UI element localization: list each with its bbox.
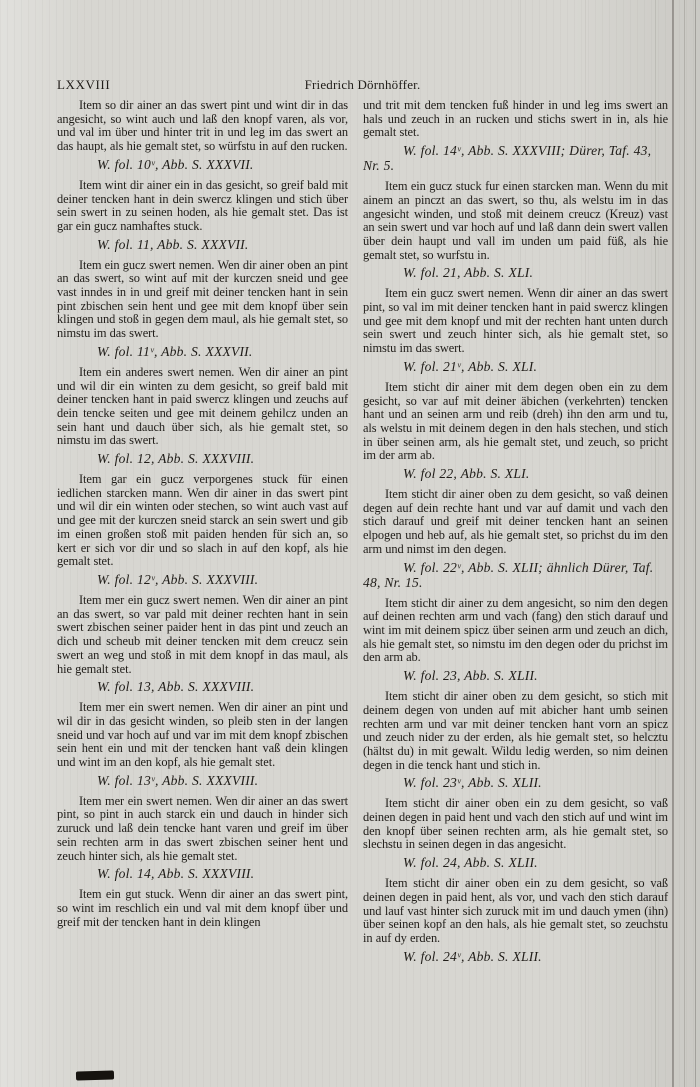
- ink-smudge: [76, 1071, 114, 1081]
- paragraph-text: Item sticht dir ainer mit dem degen oben ein zu dem gesicht, so var auf mit deiner äbichen (verkehrten) tencken hant und an seinen arm und reib (dreh) ihn den arm und tu, als welstu in mit deinem degen in den hals stechen, und stich in über seinen arm, als hie gemalt stet, und zeuch, so pricht im der arm ab.: [363, 379, 668, 463]
- citation: W. fol. 14, Abb. S. XXXVIII.: [97, 866, 255, 882]
- paragraph-text: Item ein gucz swert nemen. Wenn dir ainer an das swert pint, so val im mit deiner tencken hant in paid swercz klingen und gee mit dem knopf und mit der rechten hant unten durch sein swert und zeuch hinter sich, als hie gemalt stet, so nimstu im das swert.: [363, 286, 668, 356]
- paragraph-block: [57, 795, 348, 882]
- citation: W. fol. 12, Abb. S. XXXVIII.: [97, 451, 255, 467]
- paragraph-block: [57, 99, 348, 172]
- paragraph-text: Item mer ein swert nemen. Wen dir ainer an das swert pint, so pint in auch starck ein und dauch in hinder sich zuruck und laß dein tencke hant varen und greif im über sein rechten arm in das swert zbischen seiner hent und zeuch hinter sich, als hie gemalt stet.: [57, 793, 348, 863]
- paragraph-text: Item mer ein gucz swert nemen. Wen dir ainer an pint an das swert, so var pald mit deiner rechten hant in sein swert zbischen seiner paider hent in das pint und zeuch an dich und scheub mit deiner tencken mit dem creucz sein swert an weg und stoß in mit dem knopf in das maul, als hie gemalt stet.: [57, 592, 348, 676]
- paragraph-text: Item wint dir ainer ein in das gesicht, so greif bald mit deiner tencken hant in dein swercz klingen und stich über sein swert in zu seinen hoden, als hie gemalt stet. Das ist gar ein gucz namhaftes stuck.: [57, 177, 348, 233]
- citation: W. fol. 11, Abb. S. XXXVII.: [97, 236, 249, 252]
- text-column-left: [57, 99, 348, 929]
- paragraph-text: und trit mit dem tencken fuß hinder in und leg ims swert an hals und zeuch in an rucken und stichs swert in in, als hie gemalt stet.: [363, 98, 668, 140]
- paragraph-block: [363, 180, 668, 280]
- paragraph-block: [363, 99, 668, 173]
- citation: W. fol. 13ᵛ, Abb. S. XXXVIII.: [97, 772, 259, 788]
- citation: W. fol. 13, Abb. S. XXXVIII.: [97, 679, 255, 695]
- paragraph-text: Item ein gucz stuck fur einen starcken man. Wenn du mit ainem an pinczt an das swert, so thu, als welstu im in das angesicht winden, und stoß mit deinem creucz (Kreuz) vast an sein swert und var hoch auf und laß dann dein swert vallen über dein haupt und vall im unden um paid füß, als hie gemalt stet, so wurfstu in.: [363, 179, 668, 262]
- paragraph-text: Item so dir ainer an das swert pint und wint dir in das angesicht, so wint auch und laß den knopf varen, als vor, und val im über und hinter trit in und leg im das swert an das haupt, als hie gemalt stet, so würfstu in auf den rucken.: [57, 98, 348, 154]
- paragraph-block: [57, 701, 348, 788]
- text-column-right: [363, 99, 668, 971]
- scan-artifact-line: [520, 0, 521, 1087]
- paragraph-text: Item ein gut stuck. Wenn dir ainer an das swert pint, so wint im reschlich ein und val mit dem knopf über und greif mit der tencken hant in dein klingen: [57, 887, 348, 929]
- scan-artifact-line: [585, 0, 586, 1087]
- paragraph-text: Item sticht dir ainer oben ein zu dem gesicht, so vaß deinen degen in paid hent, als vor, und vach den stich darauf und lauf vast hinter sich zuruck mit im und dauch ymen (ihn) über seinen kopf an den hals, als hie gemalt stet, so zeuchstu in auf dy erden.: [363, 876, 668, 945]
- page-number: LXXVIII: [57, 77, 111, 92]
- paragraph-block: [363, 597, 668, 684]
- scan-artifact-line: [695, 0, 696, 1087]
- paragraph-text: Item ein anderes swert nemen. Wen dir ainer an pint und wil dir ein winten zu dem gesicht, so greif bald mit deiner tencken hant in paid swercz klingen und zeuchs auf dein tencke seiten und gee mit deinem gehilcz unden an sein hant und dauch über sich, als hie gemalt stet, so nimstu im das swert.: [57, 364, 348, 448]
- citation: W. fol. 21ᵛ, Abb. S. XLI.: [403, 358, 538, 374]
- citation: W. fol 22, Abb. S. XLI.: [403, 466, 530, 482]
- citation: W. fol. 23, Abb. S. XLII.: [403, 668, 538, 684]
- paragraph-block: [363, 690, 668, 790]
- running-title: Friedrich Dörnhöffer.: [304, 77, 421, 92]
- paragraph-text: Item sticht dir ainer oben zu dem gesicht, so vaß deinen degen auf dein rechte hant und var auf damit und vach den stich darauf und greif mit deiner tencken hant an seinen elpogen und heb auf, als hie gemalt stet, so prichst du im den arm und nimst im den degen.: [363, 487, 668, 556]
- paragraph-block: [57, 259, 348, 359]
- paragraph-block: [363, 797, 668, 870]
- citation: W. fol. 24ᵛ, Abb. S. XLII.: [403, 948, 542, 964]
- citation: W. fol. 24, Abb. S. XLII.: [403, 855, 538, 871]
- citation: W. fol. 12ᵛ, Abb. S. XXXVIII.: [97, 571, 259, 587]
- scan-artifact-line: [684, 0, 685, 1087]
- paragraph-text: Item sticht dir ainer zu dem angesicht, so nim den degen auf deinen rechten arm und vach (fang) den stich darauf und wint im mit deinem spicz über seinen arm und zeuch an dich, als hie gemalt stet, so nimstu im den degen oder du prichst im den arm ab.: [363, 595, 668, 665]
- citation: W. fol. 10ᵛ, Abb. S. XXXVII.: [97, 156, 254, 172]
- paragraph-text: Item ein gucz swert nemen. Wen dir ainer oben an pint an das swert, so wint auf mit der kurczen sneid und gee vast inndes in in und greif mit deiner tencken hant in sein pint zbischen sein hent und gee mit dem knopf über sein klingen und stoß in gegen dem maul, als hie gemalt stet, so nimstu im das swert.: [57, 257, 348, 341]
- scan-artifact-line: [672, 0, 674, 1087]
- paragraph-block: [363, 287, 668, 374]
- paragraph-block: [57, 179, 348, 252]
- citation: W. fol. 14ᵛ, Abb. S. XXXVIII; Dürer, Taf. 43, Nr. 5.: [363, 143, 652, 174]
- paragraph-text: Item gar ein gucz verporgenes stuck für einen iedlichen starcken mann. Wen dir ainer in das swert pint und wil dir ein winten oder stechen, so wint auch vast auf und gee mit der kurczen sneid starck an sein swert und gib im einen großen stoß mit paiden henden für sich an, so kert er sich vor dir und so slach in auf den kopf, als hie gemalt stet.: [57, 472, 348, 569]
- paragraph-text: Item mer ein swert nemen. Wen dir ainer an pint und wil dir in das gesicht winden, so pleib sten in der langen sneid und var hoch auf und var im mit dem knopf zbischen sein hent ein und mit der tencken hant vaß dein klingen und wint im an den kopf, als hie gemalt stet.: [57, 700, 348, 770]
- citation: W. fol. 21, Abb. S. XLI.: [403, 265, 534, 281]
- paragraph-text: Item sticht dir ainer oben ein zu dem gesicht, so vaß deinen degen in paid hent und vach den stich auf und wint im den knopf über seinen rechten arm, als hie gemalt stet, so slechstu in seinen degen in das angesicht.: [363, 796, 668, 852]
- paragraph-block: [57, 594, 348, 694]
- scan-artifact-line: [655, 0, 656, 1087]
- citation: W. fol. 11ᵛ, Abb. S. XXXVII.: [97, 343, 253, 359]
- citation: W. fol. 23ᵛ, Abb. S. XLII.: [403, 775, 542, 791]
- paragraph-block: [363, 488, 668, 590]
- paragraph-block: [363, 381, 668, 481]
- citation: W. fol. 22ᵛ, Abb. S. XLII; ähnlich Dürer, Taf. 48, Nr. 15.: [363, 559, 654, 590]
- paragraph-block: [57, 473, 348, 587]
- paragraph-block: [363, 877, 668, 964]
- paragraph-text: Item sticht dir ainer oben zu dem gesicht, so stich mit deinem degen von unden auf mit abicher hant umb seinen rechten arm und var mit deiner tencken hant vorn an spicz und zeuch nider zu der erden, als hie gemalt stet, so helcztu (hältst du) in mit gewalt. Wildu ledig werden, so nim deinen degen in die tenck hant und stich in.: [363, 689, 668, 772]
- paragraph-block: [57, 888, 348, 929]
- paragraph-block: [57, 366, 348, 466]
